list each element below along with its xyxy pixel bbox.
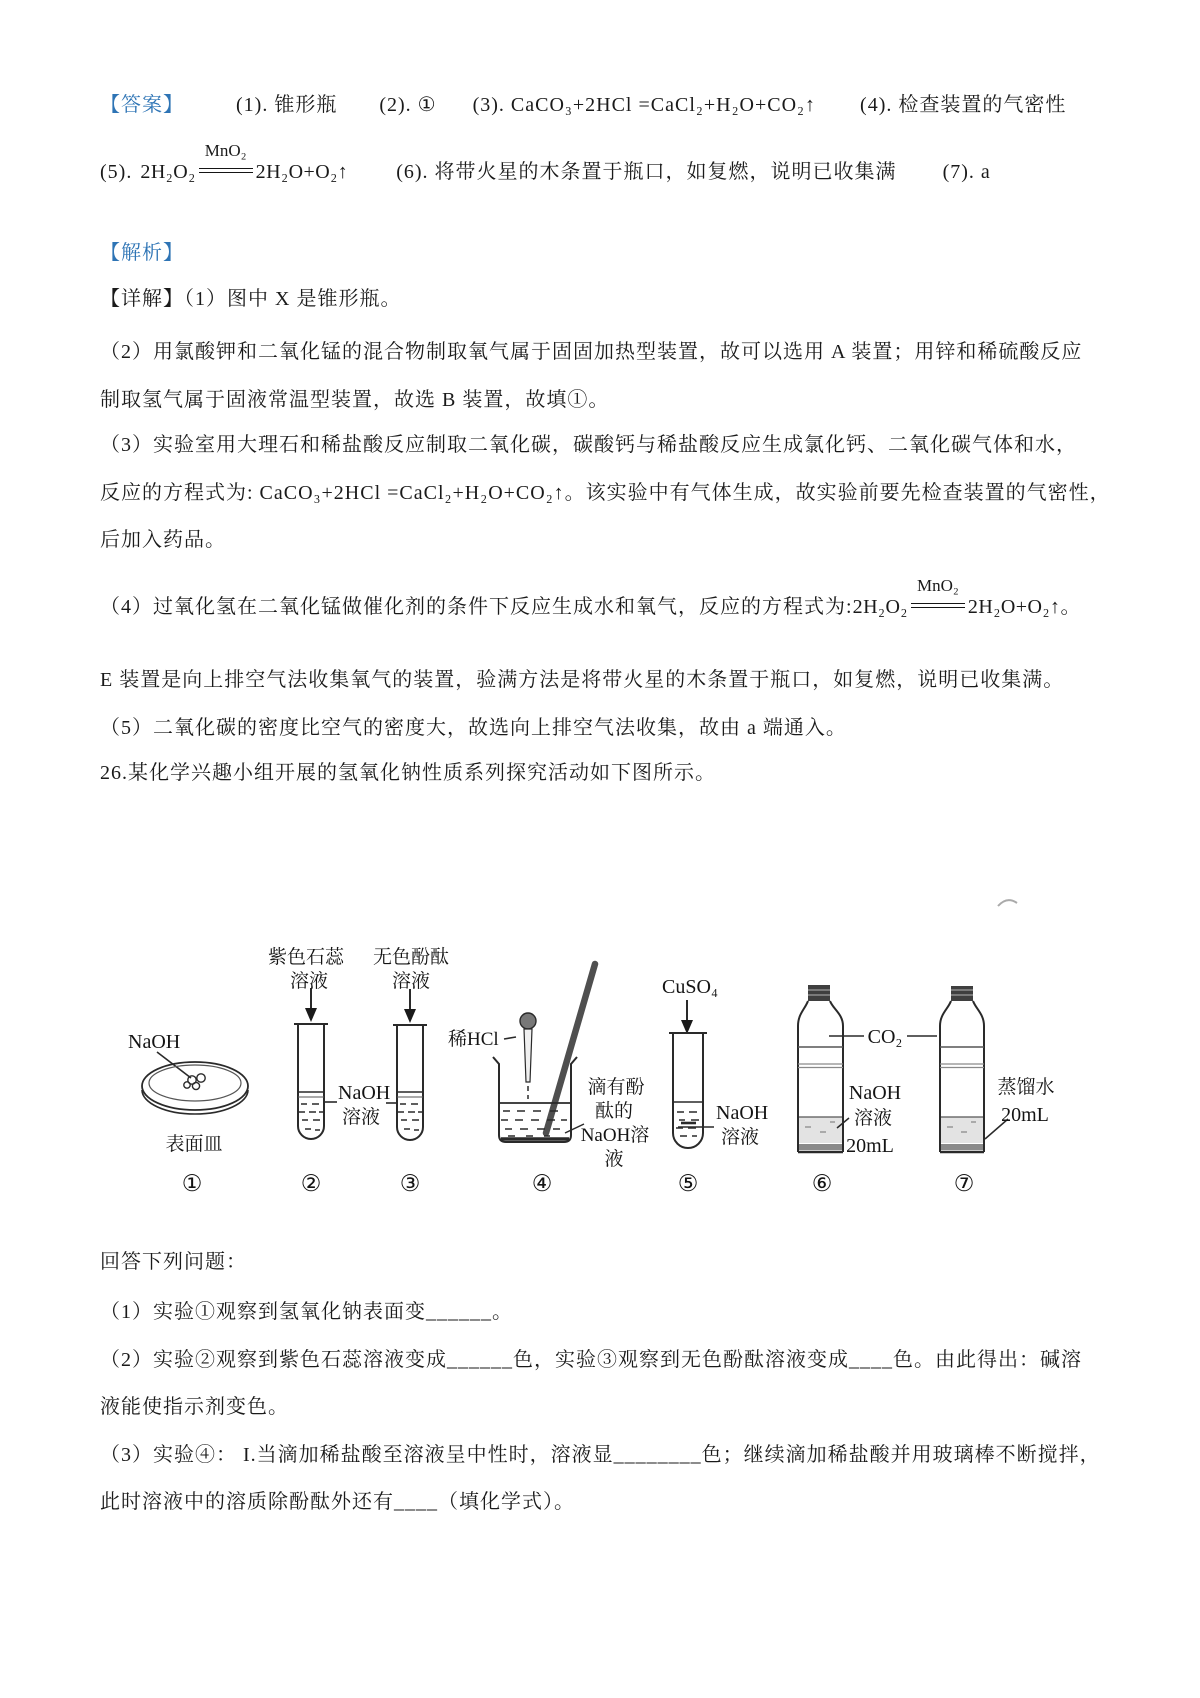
question-2-line-2: 液能使指示剂变色。 <box>100 1396 289 1418</box>
naoh-solid-label: NaOH <box>128 1031 181 1053</box>
litmus-test-tube <box>294 988 328 1139</box>
watch-glass-apparatus <box>142 1052 248 1114</box>
bottle-base-band <box>799 1144 842 1150</box>
answer-item-4: (4). 检查装置的气密性 <box>860 94 1067 116</box>
question-26-intro: 26.某化学兴趣小组开展的氢氧化钠性质系列探究活动如下图所示。 <box>100 762 716 784</box>
beaker-content-line3: NaOH溶 <box>580 1125 650 1146</box>
dilute-hcl-label: 稀HCl <box>448 1029 499 1050</box>
h2o2-decomposition-equation <box>852 576 1061 622</box>
naoh-experiments-diagram <box>95 890 1105 1205</box>
detail-paragraph-4-suffix: 。 <box>1060 596 1082 618</box>
detail-paragraph-1: 【详解】（1）图中 X 是锥形瓶。 <box>100 288 402 310</box>
detail-paragraph-6: （5）二氧化碳的密度比空气的密度大，故选向上排空气法收集，故由 a 端通入。 <box>100 717 847 739</box>
equation-right: 2H₂O+O₂↑ <box>967 596 1061 618</box>
beaker-content-line4: 液 <box>604 1149 624 1170</box>
bottle7-content-line1: 蒸馏水 <box>997 1077 1055 1098</box>
tube5-content-line1: NaOH <box>716 1102 769 1124</box>
beaker-apparatus <box>493 964 595 1142</box>
tube-body <box>673 1033 703 1148</box>
beaker-content-line2: 酞的 <box>594 1101 634 1122</box>
equation-right: 2H₂O+O₂↑ <box>255 161 349 183</box>
bottle-label-band <box>940 1064 984 1068</box>
naoh-solution-label-line1: NaOH <box>338 1082 391 1104</box>
detail-paragraph-5: E 装置是向上排空气法收集氧气的装置，验满方法是将带火星的木条置于瓶口，如复燃，说明已收集满。 <box>100 669 1065 691</box>
question-2-line-1: （2）实验②观察到紫色石蕊溶液变成______色，实验③观察到无色酚酞溶液变成____色。由此得出：碱溶 <box>100 1349 1082 1371</box>
cuso4-label: CuSO₄ <box>662 976 718 998</box>
hcl-pointer-line <box>504 1037 516 1039</box>
answer-item-6: (6). 将带火星的木条置于瓶口，如复燃，说明已收集满 <box>396 161 897 183</box>
answer-item-5-prefix: (5). <box>100 161 133 183</box>
detail-paragraph-3-line-1: （3）实验室用大理石和稀盐酸反应制取二氧化碳，碳酸钙与稀盐酸反应生成氯化钙、二氧化碳气体和水， <box>100 434 1077 456</box>
bottle-cap <box>951 986 973 1001</box>
answer-item-3: (3). CaCO₃+2HCl =CaCl₂+H₂O+CO₂↑ <box>472 94 817 116</box>
dropper-tube <box>524 1029 532 1082</box>
question-1: （1）实验①观察到氢氧化钠表面变______。 <box>100 1301 513 1323</box>
analysis-label: 【解析】 <box>100 242 184 264</box>
detail-paragraph-3-line-2: 反应的方程式为: CaCO₃+2HCl =CaCl₂+H₂O+CO₂↑。该实验中有气体生成，故实验前要先检查装置的气密性， <box>100 482 1111 504</box>
bottle6-content-line2: 溶液 <box>853 1108 893 1129</box>
answer-item-2: (2). ① <box>379 94 437 116</box>
equation-condition <box>911 576 965 614</box>
detail-paragraph-2-line-1: （2）用氯酸钾和二氧化锰的混合物制取氧气属于固固加热型装置，故可以选用 A 装置；用锌和稀硫酸反应 <box>100 341 1083 363</box>
liquid-dashes <box>398 1104 422 1130</box>
scan-artifact-mark <box>998 900 1017 906</box>
bottle6-content-line1: NaOH <box>848 1082 902 1104</box>
litmus-reagent-line1: 紫色石蕊 <box>267 947 345 968</box>
bottle6-volume: 20mL <box>846 1135 894 1157</box>
drop-arrow-head <box>681 1020 693 1034</box>
drop-arrow-head <box>305 1008 317 1022</box>
equation-catalyst: MnO₂ <box>916 576 959 595</box>
beaker-content-line1: 滴有酚 <box>587 1077 645 1098</box>
liquid-dashes <box>299 1104 323 1130</box>
liquid-region <box>941 1117 983 1143</box>
cuso4-test-tube <box>669 1000 714 1148</box>
bottle7-volume: 20mL <box>1001 1104 1049 1126</box>
naoh-pellets <box>184 1074 205 1090</box>
detail-paragraph-3-line-3: 后加入药品。 <box>100 529 226 551</box>
answer-label: 【答案】 <box>100 94 184 116</box>
answer-item-7: (7). a <box>942 161 991 183</box>
question-3-line-2: 此时溶液中的溶质除酚酞外还有____（填化学式）。 <box>100 1491 575 1513</box>
detail-paragraph-4-prefix: （4）过氧化氢在二氧化锰做催化剂的条件下反应生成水和氧气，反应的方程式为: <box>100 596 853 618</box>
h2o2-decomposition-equation <box>140 141 349 187</box>
detail-paragraph-2-line-2: 制取氢气属于固液常温型装置，故选 B 装置，故填①。 <box>100 389 610 411</box>
equation-condition <box>199 141 253 179</box>
answer-item-1: (1). 锥形瓶 <box>236 94 338 116</box>
naoh-bottle <box>798 985 849 1152</box>
answer-line-1 <box>100 90 1066 120</box>
watch-glass-rim <box>142 1062 248 1110</box>
apparatus-number-1: ① <box>181 1171 203 1196</box>
phenolphthalein-reagent-line1: 无色酚酞 <box>372 947 450 968</box>
apparatus-number-2: ② <box>300 1171 322 1196</box>
equation-equals-sign <box>199 168 253 174</box>
litmus-reagent-line2: 溶液 <box>289 971 329 992</box>
apparatus-number-7: ⑦ <box>953 1171 975 1196</box>
watch-glass-caption: 表面皿 <box>165 1134 223 1155</box>
bottle-cap <box>808 985 830 1001</box>
water-bottle <box>940 986 1008 1152</box>
phenolphthalein-reagent-line2: 溶液 <box>391 971 431 992</box>
equation-catalyst: MnO₂ <box>204 141 247 160</box>
equation-equals-sign <box>911 603 965 609</box>
liquid-dashes <box>501 1111 567 1136</box>
equation-left: 2H₂O₂ <box>140 161 196 183</box>
phenolphthalein-test-tube <box>393 989 427 1140</box>
tube-body <box>298 1024 324 1139</box>
bottle-label-band <box>798 1064 843 1068</box>
naoh-solution-label-line2: 溶液 <box>342 1107 381 1128</box>
co2-label: CO₂ <box>867 1026 903 1048</box>
detail-paragraph-4 <box>100 576 1082 622</box>
question-3-line-1: （3）实验④： I.当滴加稀盐酸至溶液呈中性时，溶液显________色；继续滴加稀盐酸并用玻璃棒不断搅拌， <box>100 1444 1101 1466</box>
drop-arrow-head <box>404 1009 416 1023</box>
apparatus-number-6: ⑥ <box>811 1171 833 1196</box>
apparatus-number-5: ⑤ <box>677 1171 699 1196</box>
question-prompt: 回答下列问题： <box>100 1251 247 1273</box>
liquid-region <box>799 1117 842 1143</box>
dropper-bulb <box>520 1013 536 1029</box>
answer-line-2 <box>100 141 991 187</box>
apparatus-number-3: ③ <box>399 1171 421 1196</box>
equation-left: 2H₂O₂ <box>852 596 908 618</box>
tube5-content-line2: 溶液 <box>721 1127 760 1148</box>
bottle-base-band <box>941 1144 983 1150</box>
tube-body <box>397 1025 423 1140</box>
apparatus-number-4: ④ <box>531 1171 553 1196</box>
